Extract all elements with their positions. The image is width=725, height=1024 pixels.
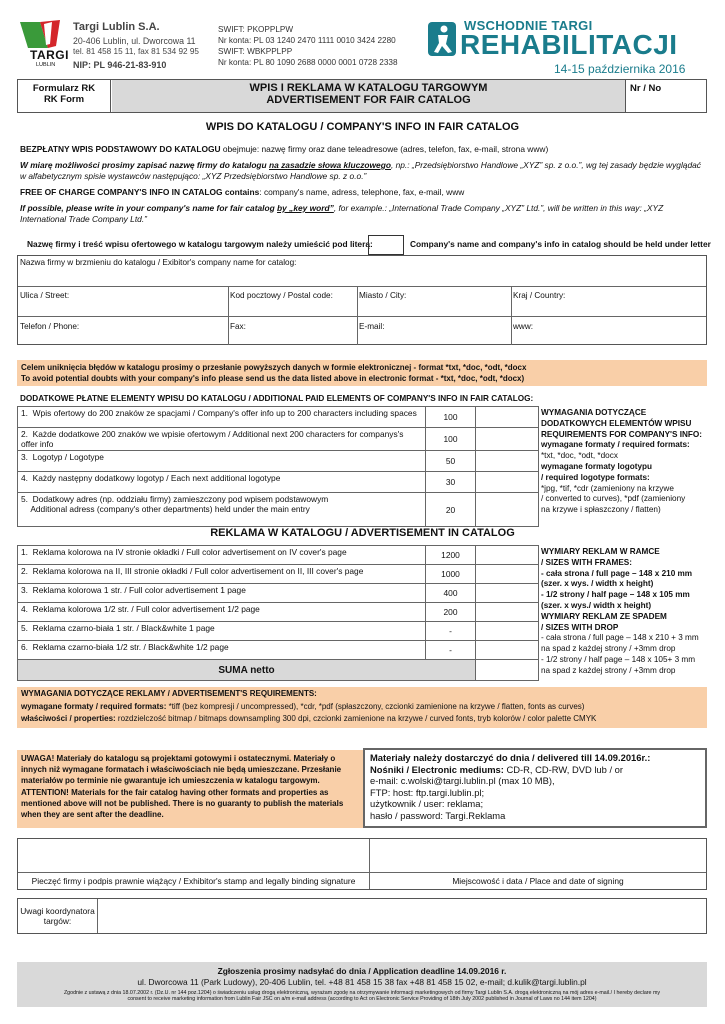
delivery-media: Nośniki / Electronic mediums: CD-R, CD-RW, DVD lub / or [370, 763, 623, 775]
footer-legal-1: Zgodnie z ustawą z dnia 18.07.2002 r. (Dz.U. nr 144 poz.1204) o świadczeniu usług drogą elektroniczną, wyrażam zgodę na otrzymywanie informacji marketingowych od firmy Targi Lublin S.A. drogą elektroniczną na mój adres e-mail./ I hereby declare my [63, 990, 661, 996]
ads-table [17, 545, 539, 681]
form-title-en: ADVERTISEMENT FOR FAIR CATALOG [266, 94, 471, 106]
table-row [18, 428, 539, 451]
size-line: WYMIARY REKLAM ZE SPADEM [541, 611, 667, 621]
size-line: - 1/2 strony / half page – 148 x 105 mm [541, 590, 690, 600]
remarks-input[interactable] [99, 899, 706, 933]
signature-box [17, 838, 707, 890]
footer [17, 962, 707, 1007]
req-line: WYMAGANIA DOTYCZĄCE [541, 408, 647, 417]
table-row [18, 622, 539, 641]
size-line: WYMIARY REKLAM W RAMCE [541, 547, 660, 556]
row-desc: 6. Reklama czarno-biała 1/2 str. / Black&white 1/2 page [18, 641, 426, 660]
table-row [18, 407, 539, 428]
section1-text [20, 144, 708, 225]
row-desc: 2. Każde dodatkowe 200 znaków we wpisie ofertowym / Additional next 200 characters for companys's offer info [18, 428, 426, 451]
place-date-area[interactable] [370, 839, 706, 872]
company-info [73, 21, 199, 70]
row-desc: 4. Reklama kolorowa 1/2 str. / Full color advertisement 1/2 page [18, 603, 426, 622]
form-number-label: Nr / No [630, 83, 662, 94]
targi-logo [18, 18, 68, 66]
notice-pl: Celem uniknięcia błędów w katalogu prosimy o przesłanie powyższych danych w formie elektronicznej - format *txt, *doc, *odt, *docx [21, 363, 527, 372]
table-row [18, 603, 539, 622]
req-line: *txt, *doc, *odt, *docx [541, 451, 618, 461]
fair-main-title: REHABILITACJI [460, 29, 678, 60]
footer-deadline: Zgłoszenia prosimy nadsyłać do dnia / Application deadline 14.09.2016 r. [217, 966, 507, 976]
row-desc: 1. Reklama kolorowa na IV stronie okładki / Full color advertisement on IV cover's page [18, 546, 426, 565]
bank-line: Nr konta: PL 80 1090 2688 0000 0001 0728 2338 [218, 58, 398, 67]
table-row [18, 641, 539, 660]
notice-en: To avoid potential doubts with your company's info please send us the data listed above in electronic format - *txt, *doc, *odt, *docx) [21, 374, 525, 383]
delivery-email: e-mail: c.wolski@targi.lublin.pl (max 10 MB), [370, 775, 555, 787]
row-desc: 5. Reklama czarno-biała 1 str. / Black&white 1 page [18, 622, 426, 641]
logo-text: TARGI [30, 48, 69, 62]
row-input[interactable] [476, 603, 539, 622]
row-price: - [426, 622, 476, 641]
free-entry-en: FREE OF CHARGE COMPANY'S INFO IN CATALOG contains: company's name, adress, telephone, fax, e-mail, www [20, 187, 465, 197]
company-phone-fax: tel. 81 458 15 11, fax 81 534 92 95 [73, 47, 199, 56]
size-line: - 1/2 strony / half page – 148 x 105+ 3 mm [541, 654, 696, 664]
row-input[interactable] [476, 565, 539, 584]
table-row [18, 565, 539, 584]
req-line: wymagane formaty logotypu [541, 461, 653, 471]
form-header [17, 79, 707, 113]
ad-req-formats: wymagane formaty / required formats: *tiff (bez kompresji / uncompressed), *cdr, *pdf (spłaszczony, czcionki zamienione na krzywe / flatten, fonts as curves) [21, 701, 585, 711]
req-line: / required logotype formats: [541, 472, 650, 482]
paid-elements-table [17, 406, 539, 527]
row-price: 200 [426, 603, 476, 622]
fax-field[interactable]: Fax: [230, 322, 246, 331]
company-nip: NIP: PL 946-21-83-910 [73, 60, 167, 70]
logo-subtext: LUBLIN [36, 62, 56, 68]
row-price: 30 [426, 472, 476, 493]
company-name: Targi Lublin S.A. [73, 21, 160, 33]
fair-logo [428, 18, 710, 80]
place-date-label: Miejscowość i data / Place and date of signing [452, 876, 624, 886]
ad-req-properties: właściwości / properties: rozdzielczość bitmap / bitmaps downsampling 300 dpi, czcionki zamienione na krzywe / curved fonts, tryb kolorów / color palette CMYK [21, 714, 597, 723]
ad-requirements [17, 687, 707, 728]
row-price: - [426, 641, 476, 660]
row-input[interactable] [476, 472, 539, 493]
req-line: *jpg, *tif, *cdr (zamieniony na krzywe [541, 483, 674, 493]
company-name-field[interactable]: Nazwa firmy w brzmieniu do katalogu / Exibitor's company name for catalog: [20, 258, 297, 267]
row-price: 20 [426, 493, 476, 527]
req-line: na krzywe i spłaszczony / flatten) [541, 505, 661, 515]
row-desc: 3. Reklama kolorowa 1 str. / Full color advertisement 1 page [18, 584, 426, 603]
free-entry-pl: BEZPŁATNY WPIS PODSTAWOWY DO KATALOGU obejmuje: nazwę firmy oraz dane teleadresowe (adres, telefon, fax, e-mail, strona www) [20, 144, 549, 154]
www-field[interactable]: www: [513, 322, 534, 331]
table-row [18, 451, 539, 472]
delivery-user: użytkownik / user: reklama; [370, 798, 484, 810]
size-line: - cała strona / full page – 148 x 210 + 3 mm [541, 633, 699, 643]
row-price: 100 [426, 407, 476, 428]
row-desc: 3. Logotyp / Logotype [18, 451, 426, 472]
street-field[interactable]: Ulica / Street: [20, 291, 70, 300]
warning-box [17, 750, 363, 828]
country-field[interactable]: Kraj / Country: [513, 291, 566, 300]
letter-input[interactable] [368, 235, 404, 255]
size-line: / SIZES WITH DROP [541, 622, 619, 632]
row-price: 50 [426, 451, 476, 472]
city-field[interactable]: Miasto / City: [359, 291, 407, 300]
size-line: / SIZES WITH FRAMES: [541, 557, 632, 567]
row-price: 1000 [426, 565, 476, 584]
form-code-pl: Formularz RK [32, 83, 96, 94]
req-line: wymagane formaty / required formats: [541, 440, 690, 450]
row-input[interactable] [476, 584, 539, 603]
paid-elements-title: DODATKOWE PŁATNE ELEMENTY WPISU DO KATALOGU / ADDITIONAL PAID ELEMENTS OF COMPANY'S INFO IN FAIR CATALOG: [20, 394, 534, 403]
sum-row [18, 660, 539, 681]
row-price: 100 [426, 428, 476, 451]
bank-line: SWIFT: WBKPPLPP [218, 47, 293, 56]
fair-dates: 14-15 października 2016 [554, 62, 686, 76]
warning-pl: UWAGA! Materiały do katalogu są projektami gotowymi i ostatecznymi. Materiały o innych niż wymagane formatach i właściwościach nie będą umieszczane. Przesłanie materiałów po terminie nie gwarantuje ich umieszczenia w katalogu targowym. [21, 754, 342, 785]
ad-sizes [541, 547, 699, 677]
bank-info [218, 24, 398, 68]
row-desc: 4. Każdy następny dodatkowy logotyp / Each next additional logotype [18, 472, 426, 493]
delivery-password: hasło / password: Targi.Reklama [370, 809, 506, 821]
delivery-title: Materiały należy dostarczyć do dnia / delivered till 14.09.2016r.: [370, 752, 651, 763]
paid-requirements [541, 408, 702, 516]
warning-en: ATTENTION! Materials for the fair catalog having other formats and properties as mentioned above will not be published. There is no guaranty to publish the materials when they are sent after the deadline. [21, 788, 344, 819]
remarks-label: Uwagi koordynatora targów: [18, 899, 98, 933]
size-line: na spad z każdej strony / +3mm drop [541, 665, 676, 675]
company-data-form [17, 255, 707, 345]
fair-top-title: WSCHODNIE TARGI [464, 18, 593, 33]
form-code [18, 80, 111, 112]
row-input[interactable] [476, 493, 539, 527]
section-title-ads: REKLAMA W KATALOGU / ADVERTISEMENT IN CATALOG [210, 527, 515, 539]
keyword-pref-pl: W miarę możliwości prosimy zapisać nazwę firmy do katalogu na zasadzie słowa kluczowego, np.: „Przedsiębiorstwo Handlowe „XYZ” sp. z o.o.”, wg tej zasady będzie wyglądać w alfabetycznym spisie wystawców następująco: „XYZ Przedsiębiorstwo Handlowe sp. z o.o.” [20, 160, 701, 181]
footer-legal-2: consent to receive marketing information from Lublin Fair JSC on a/m e-mail address (according to Act on Electronic Service Providing of 18th July 2002 published in Journal of Laws no 144 item 1204) [127, 996, 597, 1002]
row-price: 1200 [426, 546, 476, 565]
phone-field[interactable]: Telefon / Phone: [20, 322, 80, 331]
bank-line: SWIFT: PKOPPLPW [218, 25, 294, 34]
keyword-pref-en: If possible, please write in your company's name for fair catalog by „key word”, for example.: „International Trade Company „XYZ” Ltd.”, will be written in this way: „XYZ International Trade Company Ltd.” [20, 203, 664, 224]
stamp-label: Pieczęć firmy i podpis prawnie wiążący / Exhibitor's stamp and legally binding signature [31, 876, 356, 886]
form-code-en: RK Form [43, 94, 85, 105]
row-input[interactable] [476, 451, 539, 472]
ad-req-title: WYMAGANIA DOTYCZĄCE REKLAMY / ADVERTISEMENT'S REQUIREMENTS: [21, 689, 317, 698]
company-address: 20-406 Lublin, ul. Dworcowa 11 [73, 36, 196, 46]
size-line: - cała strona / full page – 148 x 210 mm [541, 568, 693, 578]
email-field[interactable]: E-mail: [359, 322, 385, 331]
row-price: 400 [426, 584, 476, 603]
table-row [18, 584, 539, 603]
req-line: / converted to curves), *pdf (zamieniony [541, 494, 686, 504]
delivery-box [363, 748, 707, 828]
form-title [112, 80, 626, 112]
postal-code-field[interactable]: Kod pocztowy / Postal code: [230, 291, 333, 300]
size-line: (szer. x wys./ width x height) [541, 600, 652, 610]
row-input[interactable] [476, 407, 539, 428]
sum-label: SUMA netto [18, 660, 476, 681]
table-row [18, 493, 539, 527]
size-line: na spad z każdej strony / +3mm drop [541, 644, 676, 654]
stamp-signature-area[interactable] [18, 839, 368, 872]
electronic-format-notice [17, 360, 707, 386]
req-line: DODATKOWYCH ELEMENTÓW WPISU [541, 418, 692, 428]
row-desc: 5. Dodatkowy adres (np. oddziału firmy) zamieszczony pod wpisem podstawowym Additional adress (company's other departments) held under the main entry [18, 493, 426, 527]
req-line: REQUIREMENTS FOR COMPANY'S INFO: [541, 429, 702, 439]
flag-logo-icon [18, 18, 68, 50]
row-input[interactable] [476, 622, 539, 641]
sum-input[interactable] [476, 660, 539, 681]
rehab-figure-icon [428, 22, 456, 56]
letter-label-en: Company's name and company's info in catalog should be held under letter [410, 239, 711, 249]
row-desc: 2. Reklama kolorowa na II, III stronie okładki / Full color advertisement on II, III cover's page [18, 565, 426, 584]
form-title-pl: WPIS I REKLAMA W KATALOGU TARGOWYM [249, 82, 488, 94]
letter-label-pl: Nazwę firmy i treść wpisu ofertowego w katalogu targowym należy umieścić pod literą: [27, 239, 373, 249]
table-row [18, 546, 539, 565]
delivery-ftp: FTP: host: ftp.targi.lublin.pl; [370, 786, 485, 798]
table-row [18, 472, 539, 493]
size-line: (szer. x wys. / width x height) [541, 579, 654, 589]
row-input[interactable] [476, 546, 539, 565]
footer-contact: ul. Dworcowa 11 (Park Ludowy), 20-406 Lublin, tel. +48 81 458 15 38 fax +48 81 458 15 02, e-mail; d.kulik@targi.lublin.pl [137, 977, 587, 987]
section-title-info: WPIS DO KATALOGU / COMPANY'S INFO IN FAIR CATALOG [205, 121, 520, 133]
row-input[interactable] [476, 641, 539, 660]
row-input[interactable] [476, 428, 539, 451]
remarks-box [17, 898, 707, 934]
row-desc: 1. Wpis ofertowy do 200 znaków ze spacjami / Company's offer info up to 200 characters including spaces [18, 407, 426, 428]
bank-line: Nr konta: PL 03 1240 2470 1111 0010 3424 2280 [218, 36, 396, 45]
